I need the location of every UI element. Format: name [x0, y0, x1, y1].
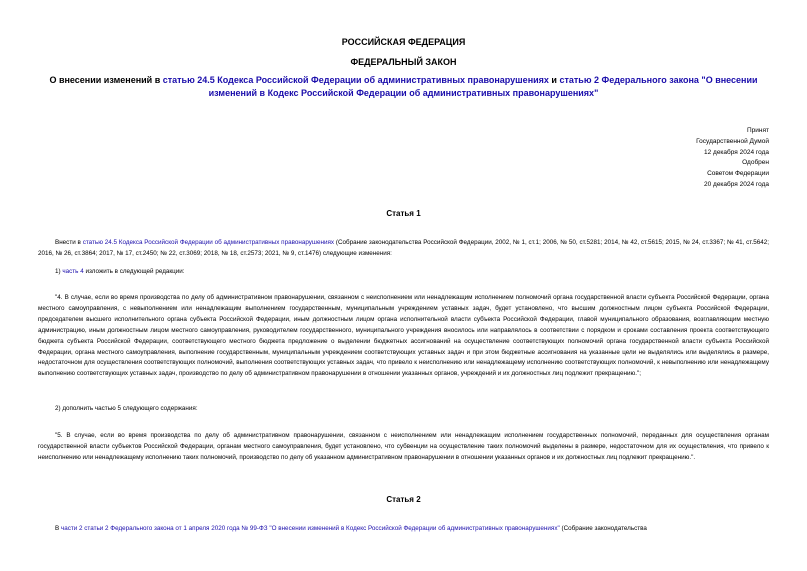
- article-2-rest: (Собрание законодательства: [559, 525, 647, 532]
- intro-rest: (Собрание законодательства Российской Федерации, 2002, № 1, ст.1; 2006, № 50, ст.5281; 2014, № 42, ст.5615; 2015, № 24, ст.3367; № 41, ст.5642; 2016, № 26, ст.3864; 2017, № 17, ст.2450; № 22, ст.3069; 2018, № 18, ст.2573; 2021, № 9, ст.1476) следующие изменения:: [38, 239, 769, 257]
- title-mid: и: [548, 75, 560, 85]
- article-1-item-2: 2) дополнить частью 5 следующего содержания:: [55, 405, 198, 412]
- item-1-link[interactable]: часть 4: [62, 268, 84, 275]
- intro-link[interactable]: статью 24.5 Кодекса Российской Федерации об административных правонарушениях: [82, 239, 335, 246]
- article-1-item-1: [38, 267, 769, 278]
- article-2-text: [38, 524, 769, 535]
- law-type-heading: ФЕДЕРАЛЬНЫЙ ЗАКОН: [350, 57, 457, 67]
- title-link-article-2[interactable]: статью 2 Федерального закона "О внесении изменений в Кодекс Российской Федерации об административных правонарушениях": [208, 75, 758, 98]
- adoption-block: [569, 126, 769, 191]
- approved-by: Советом Федерации: [707, 170, 769, 178]
- adopted-date: 12 декабря 2024 года: [703, 148, 769, 156]
- article-1-intro: [38, 238, 769, 260]
- article-1-quote-1: "4. В случае, если во время производства по делу об административном правонарушении, связанном с неисполнением или ненадлежащим исполнением полномочий органа государственной власти субъекта Российской Федерации, органа местного самоуправления, с невыполнением или ненадлежащим выполнением государственным, муниципальным учреждением уставных задач, будет установлено, что высшим должностным лицом субъекта Российской Федерации, председателем высшего исполнительного органа субъекта Российской Федерации, иным должностным лицом органа исполнительной власти субъекта Российской Федерации, главой муниципального образования, возглавляющим местную администрацию, иным должностным лицом местного самоуправления, руководителем государственного, муниципального учреждения вносилось или направлялось в соответствии с порядком и сроками составления проекта соответствующего бюджета субъекта Российской Федерации, соответствующего местного бюджета предложение о выделении бюджетных ассигнований на осуществление соответствующих полномочий органа государственной власти субъекта Российской Федерации, органа местного самоуправления, выполнение государственным, муниципальным учреждением соответствующих уставных задач и при этом бюджетные ассигнования на указанные цели не выделялись или выделялись в размере, недостаточном для осуществления соответствующих полномочий, выполнения соответствующих уставных задач, что привело к неисполнению или ненадлежащему исполнению соответствующих полномочий, к невыполнению или ненадлежащему выполнению соответствующих уставных задач, производство по делу об административном правонарушении в отношении указанных органов, учреждений и их должностных лиц подлежит прекращению.";: [38, 294, 769, 378]
- law-title: [38, 74, 769, 100]
- adopted-by: Государственной Думой: [696, 137, 769, 145]
- approved-label: Одобрен: [742, 159, 769, 167]
- article-2-link[interactable]: части 2 статьи 2 Федерального закона от 1 апреля 2020 года № 99-ФЗ "О внесении изменений в Кодекс Российской Федерации об административных правонарушениях": [60, 525, 560, 532]
- item-1-prefix: 1): [55, 268, 63, 275]
- article-2-prefix: В: [55, 525, 61, 532]
- adopted-label: Принят: [746, 127, 769, 134]
- approved-date: 20 декабря 2024 года: [703, 180, 769, 188]
- article-1-heading: Статья 1: [386, 209, 421, 218]
- country-heading: РОССИЙСКАЯ ФЕДЕРАЦИЯ: [341, 37, 466, 47]
- article-2-heading: Статья 2: [386, 495, 421, 504]
- intro-prefix: Внести в: [55, 239, 83, 246]
- article-1-quote-2: "5. В случае, если во время производства по делу об административном правонарушении, связанном с неисполнением или ненадлежащим исполнением государственных полномочий, переданных для осуществления органам государственной власти субъектов Российской Федерации, органам местного самоуправления, будет установлено, что субвенции на осуществление таких полномочий выделены в размере, недостаточном для их осуществления, что привело к неисполнению или ненадлежащему исполнению таких полномочий, производство по делу об указанном административном правонарушении в отношении указанных органов и их должностных лиц подлежит прекращению.".: [38, 432, 769, 461]
- item-1-rest: изложить в следующей редакции:: [83, 268, 185, 275]
- title-prefix: О внесении изменений в: [49, 75, 163, 85]
- title-link-article-24-5[interactable]: статью 24.5 Кодекса Российской Федерации об административных правонарушениях: [162, 75, 549, 85]
